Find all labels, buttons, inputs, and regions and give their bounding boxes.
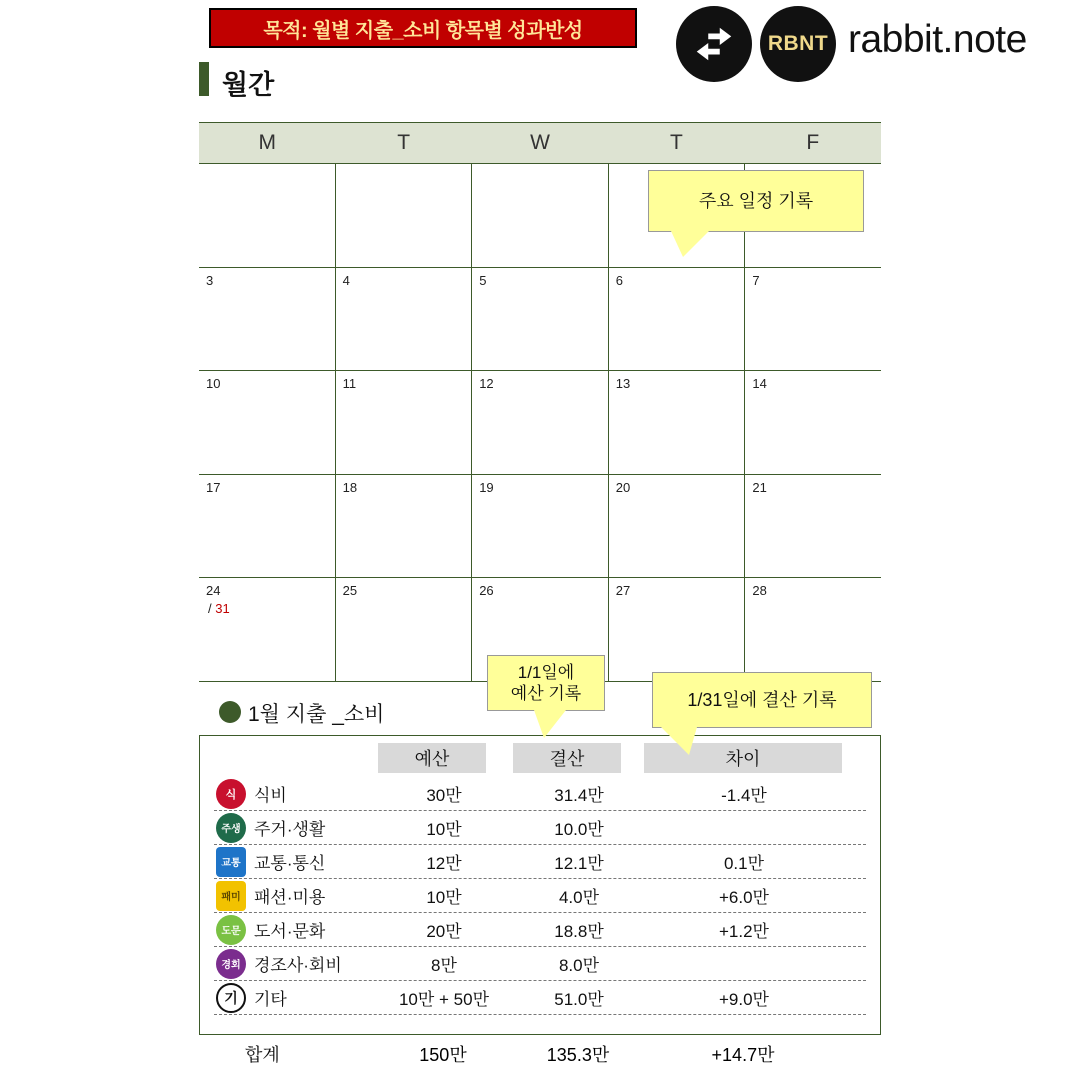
day-number: 4 [342, 272, 350, 288]
day-number: 20 [615, 479, 631, 495]
table-row [214, 845, 866, 879]
day-number-secondary: / 31 [208, 601, 230, 617]
cell-settlement: 10.0만 [554, 820, 604, 839]
category-badge-fashion: 패미 [216, 881, 246, 911]
category-badge-food: 식 [216, 779, 246, 809]
table-row [214, 811, 866, 845]
expense-table-header [200, 743, 880, 777]
day-number: 14 [752, 376, 767, 392]
weekday-fri: F [806, 131, 820, 154]
expense-table [199, 735, 881, 1035]
day-number: 25 [342, 583, 358, 599]
table-row [214, 879, 866, 913]
calendar-cell[interactable] [472, 371, 609, 474]
cell-settlement: 12.1만 [554, 854, 604, 873]
column-header-settlement: 결산 [513, 743, 621, 773]
cell-budget: 20만 [426, 922, 462, 941]
cell-settlement: 18.8만 [554, 922, 604, 941]
day-number: 27 [615, 583, 631, 599]
calendar-cell[interactable] [745, 475, 881, 578]
expense-title: 1월 지출 _소비 [248, 703, 385, 726]
weekday-thu: T [670, 131, 683, 154]
section-accent-bar [199, 62, 209, 96]
callout-tail [661, 727, 697, 755]
calendar-cell[interactable] [472, 164, 609, 267]
callout-settlement [652, 672, 872, 728]
cell-difference: +6.0만 [719, 888, 769, 907]
cell-difference: +1.2만 [719, 922, 769, 941]
calendar-cell[interactable] [336, 475, 473, 578]
column-header-difference: 차이 [644, 743, 842, 773]
total-label: 합계 [245, 1045, 280, 1065]
calendar-cell[interactable] [336, 164, 473, 267]
cell-difference: -1.4만 [721, 786, 767, 805]
day-number: 3 [206, 272, 214, 288]
category-badge-housing: 주생 [216, 813, 246, 843]
rbnt-logo-text: RBNT [767, 32, 829, 55]
day-number: 18 [342, 479, 358, 495]
row-label: 교통·통신 [254, 854, 326, 873]
table-row [214, 913, 866, 947]
category-badge-transport: 교통 [216, 847, 246, 877]
cell-budget: 10만 + 50만 [398, 990, 490, 1009]
calendar-cell[interactable] [336, 268, 473, 371]
calendar-week-row [199, 268, 881, 372]
purpose-banner [209, 8, 637, 48]
calendar-cell[interactable] [199, 475, 336, 578]
calendar-week-row [199, 371, 881, 475]
calendar-cell[interactable] [472, 475, 609, 578]
calendar-cell[interactable] [199, 371, 336, 474]
weekday-tue: T [397, 131, 411, 154]
row-label: 경조사·회비 [254, 956, 342, 975]
day-number: 24 [206, 583, 221, 599]
day-number: 10 [206, 376, 221, 392]
day-number: 19 [479, 479, 494, 495]
calendar-cell[interactable] [745, 371, 881, 474]
rbnt-logo [760, 6, 836, 82]
day-number: 11 [342, 376, 357, 392]
callout-tail [534, 710, 566, 738]
row-label: 패션·미용 [254, 888, 326, 907]
row-label: 주거·생활 [254, 820, 326, 839]
calendar-cell[interactable] [199, 578, 336, 681]
cell-difference: +9.0만 [719, 990, 769, 1009]
day-number: 13 [615, 376, 631, 392]
calendar-cell[interactable] [336, 371, 473, 474]
cell-budget: 12만 [426, 854, 462, 873]
weekday-mon: M [258, 131, 276, 154]
calendar-weekday-header [199, 122, 881, 164]
callout-settlement-text: 1/31일에 결산 기록 [687, 689, 837, 710]
cell-budget: 10만 [426, 888, 462, 907]
repeat-icon [676, 6, 752, 82]
day-number: 5 [479, 272, 487, 288]
brand-name: rabbit.note [848, 18, 1027, 61]
calendar-cell[interactable] [609, 268, 746, 371]
row-label: 도서·문화 [254, 922, 326, 941]
callout-budget [487, 655, 605, 711]
calendar-cell[interactable] [609, 578, 746, 681]
day-number: 28 [752, 583, 767, 599]
callout-tail [671, 231, 709, 257]
calendar-cell[interactable] [472, 268, 609, 371]
callout-budget-text: 1/1일에 예산 기록 [510, 662, 582, 703]
cell-settlement: 51.0만 [554, 990, 604, 1009]
calendar-cell[interactable] [199, 268, 336, 371]
day-number: 12 [479, 376, 494, 392]
calendar-cell[interactable] [336, 578, 473, 681]
calendar-cell[interactable] [745, 578, 881, 681]
column-header-budget: 예산 [378, 743, 486, 773]
purpose-banner-text: 목적: 월별 지출_소비 항목별 성과반성 [263, 19, 583, 42]
table-row [214, 947, 866, 981]
callout-schedule-text: 주요 일정 기록 [698, 190, 814, 211]
weekday-wed: W [530, 131, 550, 154]
cell-budget: 10만 [426, 820, 462, 839]
table-row [214, 777, 866, 811]
calendar-grid [199, 164, 881, 682]
cell-settlement: 31.4만 [554, 786, 604, 805]
day-number: 26 [479, 583, 494, 599]
page-title: 월간 [222, 70, 275, 100]
day-number: 7 [752, 272, 760, 288]
calendar-cell[interactable] [609, 475, 746, 578]
total-settlement: 135.3만 [546, 1045, 610, 1065]
table-row [214, 981, 866, 1015]
calendar-cell[interactable] [609, 371, 746, 474]
day-number: 6 [615, 272, 624, 288]
cell-difference: 0.1만 [723, 854, 765, 873]
calendar-cell[interactable] [745, 268, 881, 371]
cell-budget: 30만 [426, 786, 462, 805]
calendar-cell[interactable] [199, 164, 336, 267]
expense-total-row [199, 1038, 881, 1072]
cell-budget: 8만 [431, 956, 457, 975]
calendar-week-row [199, 475, 881, 579]
row-label: 기타 [254, 990, 287, 1009]
cell-settlement: 4.0만 [558, 888, 600, 907]
row-label: 식비 [254, 786, 287, 805]
category-badge-etc: 기 [216, 983, 246, 1013]
day-number: 17 [206, 479, 221, 495]
category-badge-events: 경회 [216, 949, 246, 979]
expense-title-dot [219, 701, 241, 723]
category-badge-culture: 도문 [216, 915, 246, 945]
total-difference: +14.7만 [711, 1045, 775, 1065]
total-budget: 150만 [419, 1045, 467, 1065]
callout-schedule [648, 170, 864, 232]
cell-settlement: 8.0만 [558, 956, 600, 975]
day-number: 21 [752, 479, 767, 495]
